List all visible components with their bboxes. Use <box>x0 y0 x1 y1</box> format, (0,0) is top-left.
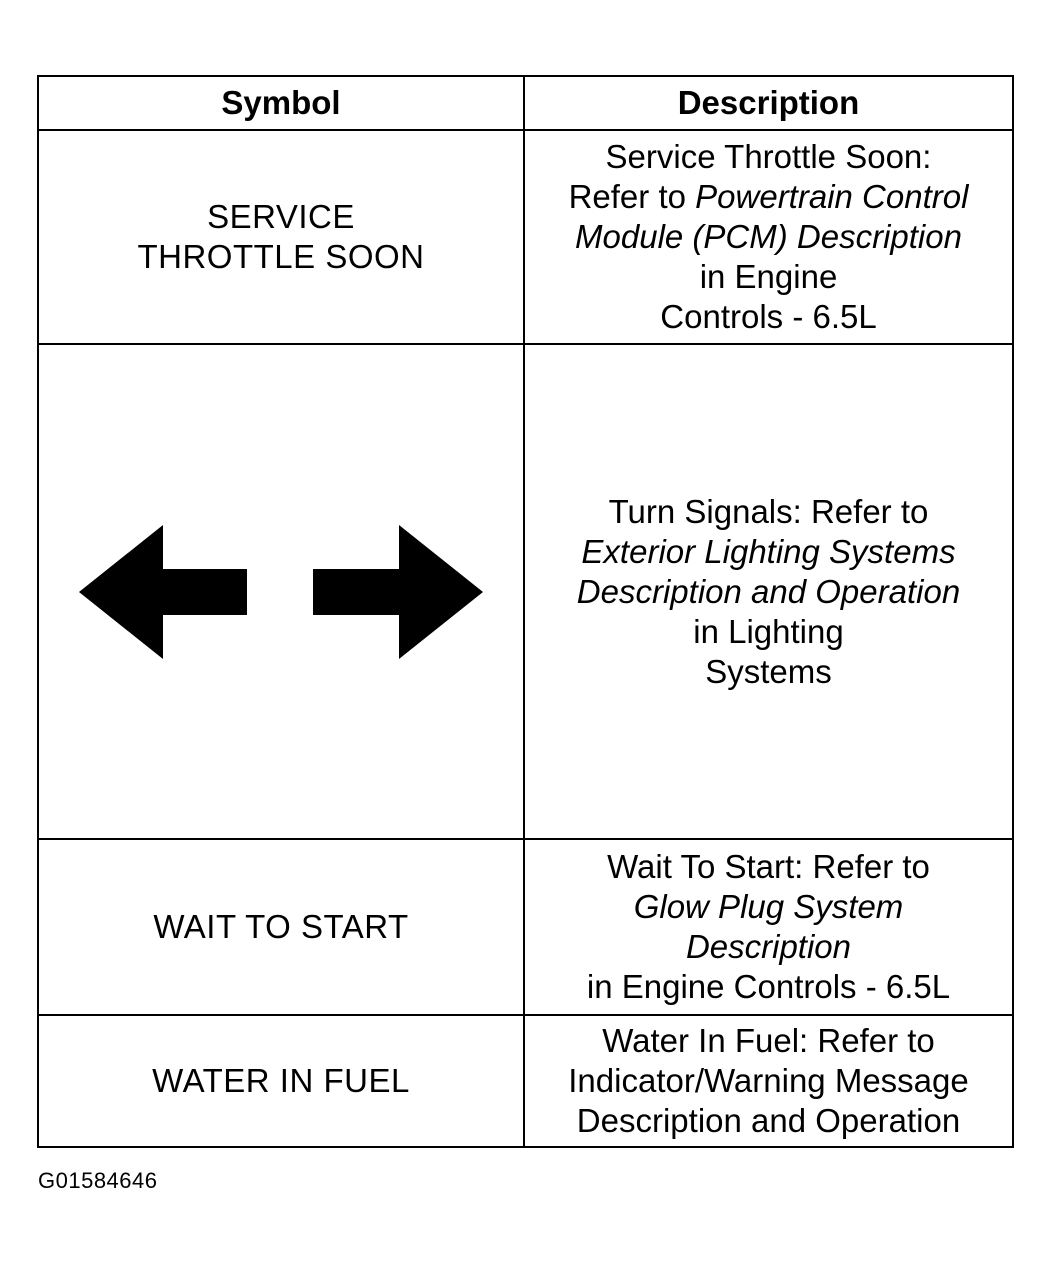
description-line: Description and Operation <box>576 572 961 610</box>
right-arrow-icon <box>313 525 483 659</box>
description-fragment: Refer to <box>568 178 696 215</box>
description-line: in Lighting <box>693 612 844 650</box>
table-row <box>38 344 1013 839</box>
water-in-fuel-symbol: WATER IN FUEL <box>152 1062 410 1099</box>
symbol-column-header: Symbol <box>38 76 524 130</box>
description-cell <box>524 344 1013 839</box>
description-line: Indicator/Warning Message <box>568 1062 969 1099</box>
description-text <box>535 847 1002 1007</box>
description-text <box>535 137 1002 337</box>
header-row <box>38 76 1013 130</box>
description-line: Systems <box>705 652 832 690</box>
description-line: Turn Signals: Refer to <box>608 492 929 530</box>
turn-signal-arrows-icon <box>49 525 513 659</box>
symbol-cell <box>38 839 524 1015</box>
table-row <box>38 130 1013 344</box>
service-throttle-soon-symbol: SERVICE THROTTLE SOON <box>137 198 425 275</box>
description-line: Description and Operation <box>576 1102 961 1139</box>
description-line: Description <box>685 928 852 965</box>
description-cell <box>524 130 1013 344</box>
description-text <box>535 492 1002 692</box>
description-text <box>535 1021 1002 1141</box>
description-line: Module (PCM) Description <box>575 218 962 255</box>
symbol-cell <box>38 130 524 344</box>
description-line: in Engine Controls - 6.5L <box>586 968 951 1005</box>
table-row <box>38 1015 1013 1147</box>
description-line: Exterior Lighting Systems <box>581 532 956 570</box>
turn-signal-arrows-svg <box>79 525 483 659</box>
description-cell <box>524 1015 1013 1147</box>
table-row <box>38 839 1013 1015</box>
symbol-table <box>37 75 1014 1148</box>
figure-code: G01584646 <box>38 1168 158 1193</box>
description-cell <box>524 839 1013 1015</box>
left-arrow-icon <box>79 525 247 659</box>
description-column-header: Description <box>524 76 1013 130</box>
description-line: in Engine <box>699 258 838 295</box>
description-link-text: Powertrain Control <box>695 178 969 215</box>
description-line: Water In Fuel: Refer to <box>602 1022 935 1059</box>
symbol-cell <box>38 1015 524 1147</box>
description-line <box>535 177 1002 217</box>
description-line: Glow Plug System <box>633 888 904 925</box>
wait-to-start-symbol: WAIT TO START <box>153 908 409 945</box>
symbol-cell <box>38 344 524 839</box>
description-line: Service Throttle Soon: <box>605 138 932 175</box>
description-line: Controls - 6.5L <box>660 298 877 335</box>
description-line: Wait To Start: Refer to <box>607 848 930 885</box>
